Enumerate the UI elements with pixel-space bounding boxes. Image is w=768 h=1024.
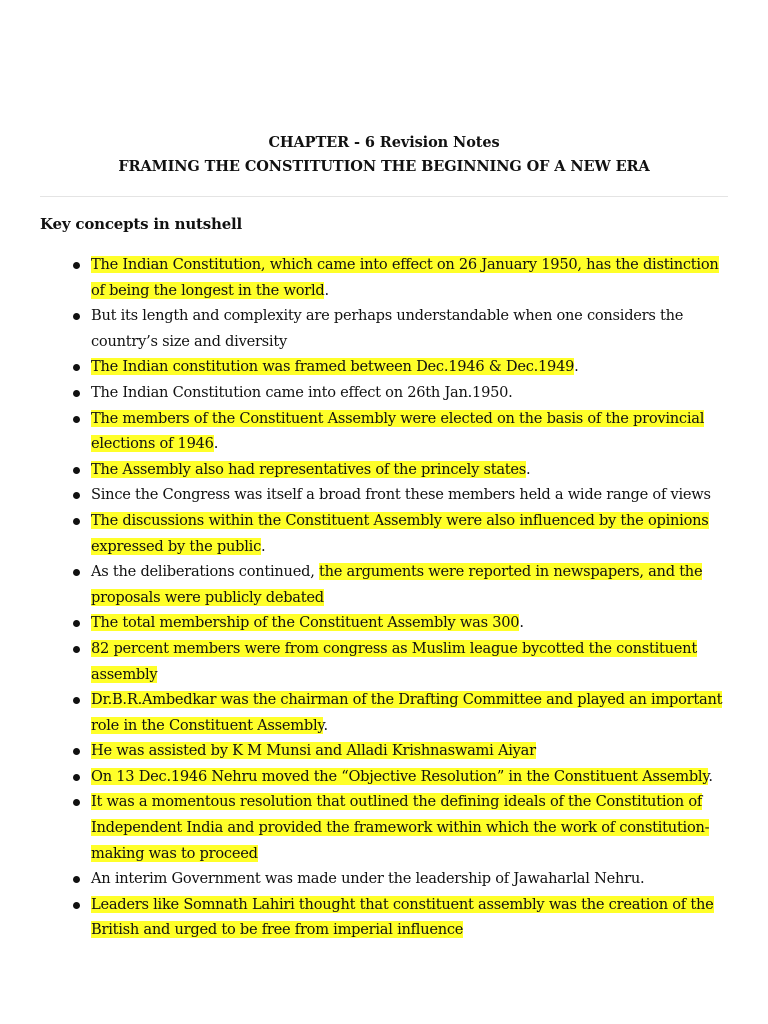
- bullet-icon: [73, 902, 80, 909]
- bullet-icon: [73, 748, 80, 755]
- bullet-icon: [73, 313, 80, 320]
- list-item: [40, 687, 730, 738]
- list-item: [40, 559, 730, 610]
- item-text: .: [323, 716, 328, 734]
- bullet-icon: [73, 467, 80, 474]
- item-text: Since the Congress was itself a broad front these members held a wide range of views: [91, 486, 711, 504]
- item-text: But its length and complexity are perhaps understandable when one considers the country’s size and diversity: [91, 307, 684, 350]
- list-item: [40, 406, 730, 457]
- bullet-icon: [73, 876, 80, 883]
- highlighted-text: The members of the Constituent Assembly were elected on the basis of the provincial elections of 1946: [91, 409, 705, 453]
- bullet-icon: [73, 390, 80, 397]
- list-item: [40, 789, 730, 866]
- chapter-title: CHAPTER - 6 Revision Notes: [268, 134, 500, 151]
- list-item: [40, 354, 730, 380]
- item-text: The Indian Constitution came into effect on 26th Jan.1950.: [91, 383, 513, 401]
- highlighted-text: It was a momentous resolution that outlined the defining ideals of the Constitution of Independent India and provided the framework within which the work of constitution-making was to proceed: [91, 793, 710, 862]
- bullet-icon: [73, 774, 80, 781]
- highlighted-text: 82 percent members were from congress as Muslim league bycotted the constituent assembly: [91, 639, 697, 683]
- highlighted-text: The Assembly also had representatives of the princely states: [91, 460, 527, 478]
- list-item: [40, 380, 730, 406]
- item-text: .: [519, 614, 524, 632]
- highlighted-text: The Indian Constitution, which came into effect on 26 January 1950, has the distinction of being the longest in the world: [91, 256, 719, 299]
- list-item: [40, 892, 730, 943]
- bullet-icon: [73, 799, 80, 806]
- list-item: [40, 508, 730, 559]
- bullet-icon: [73, 518, 80, 525]
- bullet-icon: [73, 262, 80, 269]
- bullet-icon: [73, 646, 80, 653]
- highlighted-text: Leaders like Somnath Lahiri thought that constituent assembly was the creation of the British and urged to be free from imperial influence: [91, 895, 714, 939]
- divider: [40, 196, 728, 197]
- item-text: .: [526, 460, 531, 478]
- item-text: .: [708, 767, 713, 785]
- item-text: .: [261, 537, 266, 555]
- list-item: [40, 764, 730, 790]
- highlighted-text: The total membership of the Constituent Assembly was 300: [91, 614, 520, 632]
- list-item: [40, 610, 730, 636]
- bullet-icon: [73, 620, 80, 627]
- item-text: .: [213, 435, 219, 453]
- notes-list: [40, 252, 730, 943]
- page-title: FRAMING THE CONSTITUTION THE BEGINNING OF A NEW ERA: [118, 158, 650, 175]
- item-text: As the deliberations continued,: [91, 563, 319, 581]
- highlighted-text: He was assisted by K M Munsi and Alladi Krishnaswami Aiyar: [91, 742, 536, 760]
- highlighted-text: The Indian constitution was framed between Dec.1946 & Dec.1949: [91, 358, 575, 376]
- document-header: [0, 131, 768, 179]
- item-text: .: [574, 358, 579, 376]
- highlighted-text: Dr.B.R.Ambedkar was the chairman of the Drafting Committee and played an important role in the Constituent Assembly: [91, 691, 723, 734]
- list-item: [40, 252, 730, 303]
- item-text: .: [324, 281, 329, 299]
- highlighted-text: The discussions within the Constituent Assembly were also influenced by the opinions expressed by the public: [91, 511, 709, 555]
- section-title: Key concepts in nutshell: [40, 215, 243, 233]
- bullet-icon: [73, 364, 80, 371]
- item-text: An interim Government was made under the leadership of Jawaharlal Nehru.: [91, 870, 645, 888]
- bullet-icon: [73, 416, 80, 423]
- list-item: [40, 738, 730, 764]
- bullet-icon: [73, 697, 80, 704]
- bullet-icon: [73, 492, 80, 499]
- list-item: [40, 482, 730, 508]
- list-item: [40, 636, 730, 687]
- highlighted-text: On 13 Dec.1946 Nehru moved the “Objective Resolution” in the Constituent Assembly: [91, 767, 709, 785]
- list-item: [40, 457, 730, 483]
- list-item: [40, 303, 730, 354]
- bullet-icon: [73, 569, 80, 576]
- list-item: [40, 866, 730, 892]
- highlighted-text: the arguments were reported in newspapers, and the proposals were publicly debated: [91, 563, 703, 606]
